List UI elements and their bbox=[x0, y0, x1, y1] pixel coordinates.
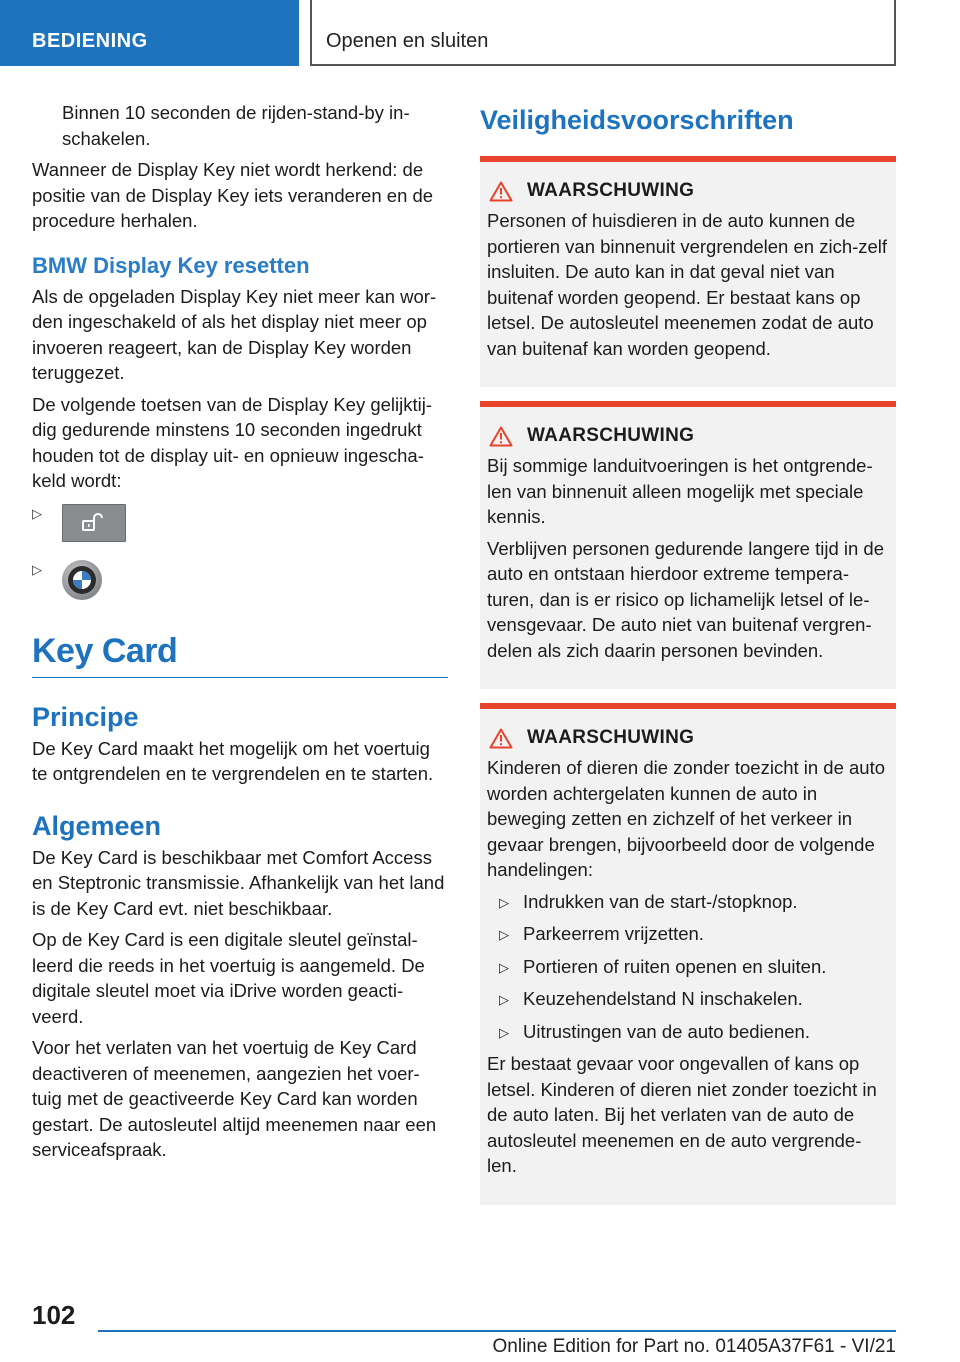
list-item-unlock-key bbox=[32, 504, 448, 548]
bullet-marker: ▷ bbox=[499, 1024, 509, 1040]
warning-triangle-icon bbox=[489, 728, 513, 749]
list-item bbox=[487, 921, 888, 947]
heading-algemeen: Algemeen bbox=[32, 810, 162, 841]
bullet-marker: ▷ bbox=[499, 959, 509, 975]
bullet-marker: ▷ bbox=[499, 992, 509, 1007]
page-header bbox=[0, 0, 960, 66]
left-column bbox=[32, 100, 448, 1169]
step-text: Binnen 10 seconden de rijden-stand-by in-schakelen. bbox=[62, 102, 410, 149]
list-item-text: Indrukken van de start-/stopknop. bbox=[523, 890, 798, 912]
chapter-title: Openen en sluiten bbox=[310, 0, 896, 66]
warning-text: Bij sommige landuitvoeringen is het ontgrende-len van binnenuit alleen mogelijk met speciale kennis. bbox=[487, 455, 873, 527]
warning-text: Kinderen of dieren die zonder toezicht in de auto worden achtergelaten kunnen de auto in beweging zetten en zichzelf of het verkeer in gevaar brengen, bijvoorbeeld door de volgende handelingen: bbox=[487, 757, 886, 880]
warning-triangle-icon bbox=[489, 181, 513, 202]
list-item-text: Uitrustingen van de auto bedienen. bbox=[523, 1020, 810, 1042]
paragraph-principe: De Key Card maakt het mogelijk om het voertuig te ontgrendelen en te vergrendelen en te starten. bbox=[32, 737, 434, 784]
warning-label: WAARSCHUWING bbox=[527, 727, 695, 748]
list-item bbox=[487, 986, 888, 1012]
bullet-marker: ▷ bbox=[32, 561, 42, 577]
right-column bbox=[480, 100, 896, 1219]
list-item bbox=[487, 1019, 888, 1045]
list-item-text: Parkeerrem vrijzetten. bbox=[523, 923, 704, 944]
heading-safety: Veiligheidsvoorschriften bbox=[480, 105, 794, 135]
list-item-text: Portieren of ruiten openen en sluiten. bbox=[523, 955, 827, 977]
warning-list bbox=[487, 889, 888, 1045]
warning-header bbox=[489, 425, 888, 447]
warning-header bbox=[489, 727, 888, 749]
bullet-marker: ▷ bbox=[32, 505, 42, 521]
paragraph-algemeen-1: De Key Card is beschikbaar met Comfort Access en Steptronic transmissie. Afhankelijk van het land is de Key Card evt. niet beschikbaar. bbox=[32, 846, 445, 919]
warning-box-2 bbox=[480, 401, 896, 689]
page-number: 102 bbox=[32, 1300, 76, 1330]
list-item-bmw-key bbox=[32, 560, 448, 604]
warning-label: WAARSCHUWING bbox=[527, 180, 695, 201]
list-item bbox=[487, 889, 888, 915]
warning-box-1 bbox=[480, 156, 896, 387]
warning-text: Verblijven personen gedurende langere tijd in de auto en ontstaan hierdoor extreme tempera-turen, dan is er risico op lichamelijk letsel of le-vensgevaar. De auto niet van buitenaf vergren-delen als zich daarin personen bevinden. bbox=[487, 537, 885, 661]
warning-triangle-icon bbox=[489, 426, 513, 447]
footer-edition: Online Edition for Part no. 01405A37F61 - VI/21 bbox=[492, 1336, 896, 1357]
warning-box-3 bbox=[480, 703, 896, 1205]
section-tab: BEDIENING bbox=[0, 0, 299, 66]
list-item bbox=[487, 954, 888, 980]
heading-display-key-reset: BMW Display Key resetten bbox=[32, 252, 310, 278]
paragraph-algemeen-2: Op de Key Card is een digitale sleutel geïnstal-leerd die reeds in het voertuig is aangemeld. De digitale sleutel moet via iDrive worden geacti-veerd. bbox=[32, 929, 425, 1027]
bmw-logo-icon bbox=[62, 560, 102, 600]
paragraph-algemeen-3: Voor het verlaten van het voertuig de Key Card deactiveren of meenemen, aangezien het voer-tuig met de geactiveerde Key Card kan worden gestart. De autosleutel altijd meenemen naar een serviceafspraak. bbox=[32, 1037, 437, 1160]
unlock-icon bbox=[62, 504, 126, 542]
bullet-marker: ▷ bbox=[499, 894, 509, 910]
warning-label: WAARSCHUWING bbox=[527, 425, 695, 446]
paragraph-reset-1: Als de opgeladen Display Key niet meer kan wor-den ingeschakeld of als het display niet meer op invoeren reageert, kan de Display Key worden teruggezet. bbox=[32, 285, 437, 383]
list-item-text: Keuzehendelstand N inschakelen. bbox=[523, 988, 803, 1009]
footer-divider bbox=[98, 1330, 896, 1332]
warning-header bbox=[489, 180, 888, 202]
warning-text: Er bestaat gevaar voor ongevallen of kans op letsel. Kinderen of dieren niet zonder toezicht in de auto laten. Bij het verlaten van de auto de autosleutel meenemen en de auto vergrende-len. bbox=[487, 1053, 877, 1176]
heading-principe: Principe bbox=[32, 701, 139, 732]
paragraph-reset-2: De volgende toetsen van de Display Key gelijktij-dig gedurende minstens 10 seconden ingedrukt houden tot de display uit- en opnieuw ingescha-keld wordt: bbox=[32, 393, 433, 491]
bullet-marker: ▷ bbox=[499, 927, 509, 942]
warning-text: Personen of huisdieren in de auto kunnen de portieren van binnenuit vergrendelen en zich-zelf insluiten. De auto kan in dat geval niet van buitenaf worden geopend. Er bestaat kans op letsel. De autosleutel meenemen zodat de auto van buitenaf kan worden geopend. bbox=[487, 210, 888, 359]
paragraph-not-recognized: Wanneer de Display Key niet wordt herkend: de positie van de Display Key iets veranderen en de procedure herhalen. bbox=[32, 159, 434, 231]
heading-key-card: Key Card bbox=[32, 632, 448, 678]
